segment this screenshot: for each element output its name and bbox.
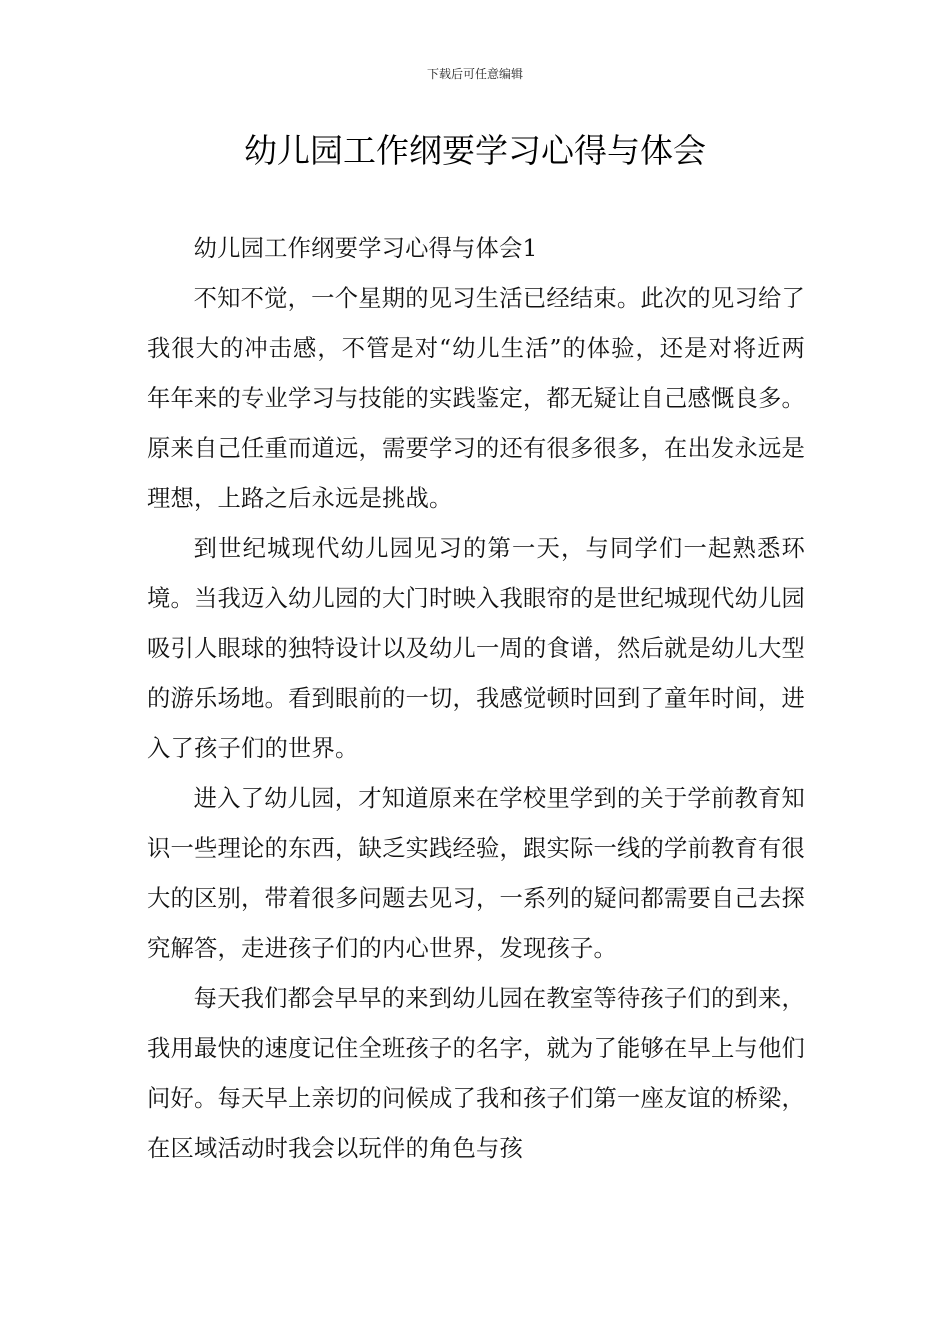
header-note: 下载后可任意编辑 — [426, 67, 523, 81]
paragraph-2: 到世纪城现代幼儿园见习的第一天，与同学们一起熟悉环境。当我迈入幼儿园的大门时映入我眼帘的是世纪城现代幼儿园吸引人眼球的独特设计以及幼儿一周的食谱，然后就是幼儿大型的游乐场地。看到眼前的一切，我感觉顿时回到了童年时间，进入了孩子们的世界。 — [147, 535, 805, 762]
paragraph-3: 进入了幼儿园，才知道原来在学校里学到的关于学前教育知识一些理论的东西，缺乏实践经验，跟实际一线的学前教育有很大的区别，带着很多问题去见习，一系列的疑问都需要自己去探究解答，走进孩子们的内心世界，发现孩子。 — [147, 785, 805, 962]
document-body — [147, 224, 805, 1174]
paragraph-1: 不知不觉，一个星期的见习生活已经结束。此次的见习给了我很大的冲击感，不管是对“幼儿生活”的体验，还是对将近两年年来的专业学习与技能的实践鉴定，都无疑让自己感慨良多。原来自己任重而道远，需要学习的还有很多很多，在出发永远是理想，上路之后永远是挑战。 — [147, 285, 805, 512]
paragraph-4: 每天我们都会早早的来到幼儿园在教室等待孩子们的到来，我用最快的速度记住全班孩子的名字，就为了能够在早上与他们问好。每天早上亲切的问候成了我和孩子们第一座友谊的桥梁，在区域活动时我会以玩伴的角色与孩 — [147, 985, 805, 1162]
section-subtitle: 幼儿园工作纲要学习心得与体会1 — [193, 235, 538, 262]
document-title: 幼儿园工作纲要学习心得与体会 — [244, 131, 706, 170]
